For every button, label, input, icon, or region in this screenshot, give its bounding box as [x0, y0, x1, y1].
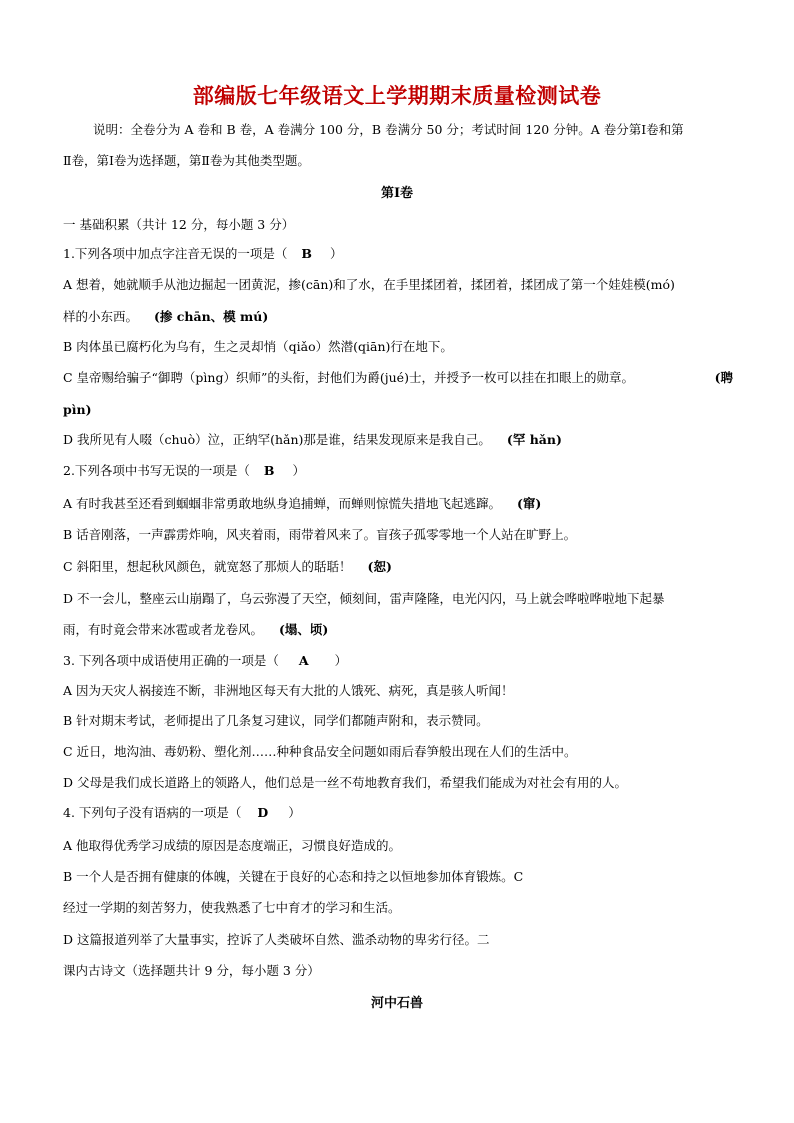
answer-letter: A	[298, 653, 309, 668]
question-3-option-a: A 因为天灾人祸接连不断，非洲地区每天有大批的人饿死、病死，真是骇人听闻！	[63, 683, 514, 698]
question-4-option-c: 经过一学期的刻苦努力，使我熟悉了七中育才的学习和生活。	[63, 900, 401, 915]
question-1-option-c-line-1	[63, 370, 733, 386]
question-2-option-b: B 话音刚落，一声霹雳炸响，风夹着雨，雨带着风来了。盲孩子孤零零地一个人站在旷野上。	[63, 527, 577, 542]
intro-line-1: 说明：全卷分为 A 卷和 B 卷，A 卷满分 100 分，B 卷满分 50 分；考试时间 120 分钟。A 卷分第Ⅰ卷和第	[93, 122, 684, 137]
correction-note: (恕)	[367, 559, 392, 574]
answer-letter: B	[263, 463, 275, 478]
question-3-option-b: B 针对期末考试，老师提出了几条复习建议，同学们都随声附和，表示赞同。	[63, 713, 489, 728]
question-3-option-d: D 父母是我们成长道路上的领路人，他们总是一丝不苟地教育我们，希望我们能成为对社会有用的人。	[63, 775, 627, 790]
correction-note: (罕 hǎn)	[506, 432, 562, 447]
question-1-option-b: B 肉体虽已腐朽化为乌有，生之灵却悄（qiǎo）然潜(qiān)行在地下。	[63, 339, 453, 354]
option-text: D 我所见有人啜（chuò）泣，正纳罕(hǎn)那是谁，结果发现原来是我自己。	[63, 432, 491, 447]
part-heading-1: 一 基础积累（共计 12 分，每小题 3 分）	[63, 217, 295, 232]
question-2-option-c	[63, 559, 733, 575]
correction-note: pìn)	[63, 402, 92, 417]
part-heading-2: 课内古诗文（选择题共计 9 分，每小题 3 分）	[63, 963, 320, 978]
question-1-stem	[63, 246, 733, 262]
correction-note: (掺 chān、模 mú)	[154, 309, 269, 324]
question-1-option-d	[63, 432, 733, 448]
poem-title: 河中石兽	[370, 996, 423, 1011]
answer-letter: D	[257, 805, 269, 820]
question-bracket: ）	[288, 805, 301, 820]
question-2-option-a	[63, 496, 733, 512]
correction-note: (聘	[714, 370, 733, 385]
question-3-option-c: C 近日，地沟油、毒奶粉、塑化剂……种种食品安全问题如雨后春笋般出现在人们的生活中。	[63, 744, 577, 759]
question-bracket: ）	[292, 463, 305, 478]
document-title: 部编版七年级语文上学期期末质量检测试卷	[192, 83, 602, 108]
option-text: C 斜阳里，想起秋风颜色，就宽怒了那烦人的聒聒！	[63, 559, 352, 574]
question-1-option-a-line-1: A 想着，她就顺手从池边掘起一团黄泥，掺(cān)和了水，在手里揉团着，揉团着，揉团成了第一个娃娃模(mó)	[63, 277, 675, 292]
question-1-option-a-line-2	[63, 309, 733, 325]
correction-note: (塌、顷)	[279, 622, 329, 637]
question-4-stem	[63, 805, 733, 821]
answer-letter: B	[301, 246, 312, 261]
option-text: A 有时我甚至还看到蝈蝈非常勇敢地纵身追捕蝉，而蝉则惊慌失措地飞起逃蹿。	[63, 496, 502, 511]
question-2-option-d-line-2	[63, 622, 733, 638]
question-3-stem	[63, 653, 733, 669]
question-1-option-c-line-2	[63, 402, 733, 418]
option-text: 样的小东西。	[63, 309, 139, 324]
option-text: C 皇帝赐给骗子“御聘（pìng）织师”的头衔，封他们为爵(jué)士，并授予一枚可以挂在扣眼上的勋章。	[63, 370, 634, 385]
question-2-option-d-line-1: D 不一会儿，整座云山崩蹋了，乌云弥漫了天空，倾刻间，雷声隆隆，电光闪闪，马上就会哗啦哗啦地下起暴	[63, 591, 665, 606]
question-text: 3. 下列各项中成语使用正确的一项是（	[63, 653, 279, 668]
question-bracket: ）	[329, 246, 343, 261]
question-4-option-a: A 他取得优秀学习成绩的原因是态度端正，习惯良好造成的。	[63, 838, 402, 853]
question-2-stem	[63, 463, 733, 479]
question-text: 4. 下列句子没有语病的一项是（	[63, 805, 242, 820]
question-4-option-d: D 这篇报道列举了大量事实，控诉了人类破坏自然、滥杀动物的卑劣行径。二	[63, 932, 490, 947]
correction-note: (窜)	[517, 496, 542, 511]
question-text: 2.下列各项中书写无误的一项是（	[63, 463, 250, 478]
section-heading: 第Ⅰ卷	[380, 186, 414, 201]
question-4-option-b: B 一个人是否拥有健康的体魄，关键在于良好的心态和持之以恒地参加体育锻炼。C	[63, 869, 524, 884]
question-text: 1.下列各项中加点字注音无误的一项是（	[63, 246, 288, 261]
intro-line-2: Ⅱ卷，第Ⅰ卷为选择题，第Ⅱ卷为其他类型题。	[63, 153, 310, 168]
question-bracket: ）	[334, 653, 348, 668]
option-text: 雨，有时竟会带来冰雹或者龙卷风。	[63, 622, 264, 637]
